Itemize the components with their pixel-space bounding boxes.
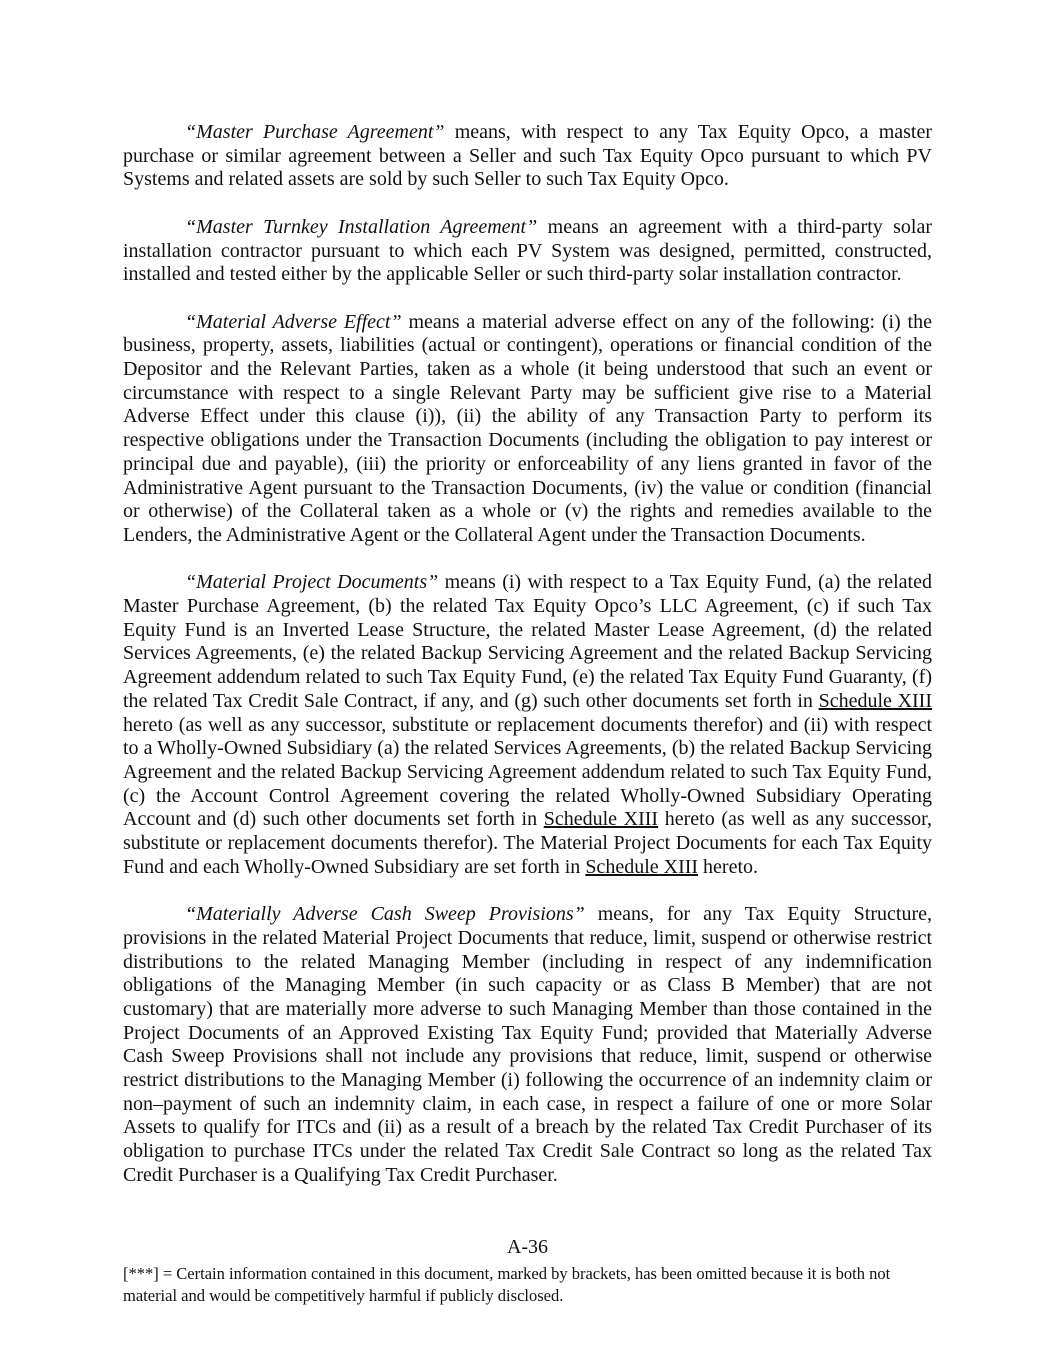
paragraph-text: means (i) with respect to a Tax Equity Fund, (a) the related Master Purchase Agreement, (b) the related Tax Equity Opco’s LLC Agreement, (c) if such Tax Equity Fund is an Inverted Lease Structure, the related Master Lease Agreement, (d) the related Services Agreements, (e) the related Backup Servicing Agreement and the related Backup Servicing Agreement addendum related to such Tax Equity Fund, (e) the related Tax Equity Fund Guaranty, (f) the related Tax Credit Sale Contract, if any, and (g) such other documents set forth in — [123, 571, 932, 712]
schedule-reference: Schedule XIII — [543, 808, 659, 831]
paragraph-text: means, for any Tax Equity Structure, provisions in the related Material Project Documents that reduce, limit, suspend or otherwise restrict distributions to the related Managing Member (including in respect of any indemnification obligations of the Managing Member (in such capacity or as Class B Member) that are not customary) that are materially more adverse to such Managing Member than those contained in the Project Documents of an Approved Existing Tax Equity Fund; provided that Materially Adverse Cash Sweep Provisions shall not include any provisions that reduce, limit, suspend or otherwise restrict distributions to the Managing Member (i) following the occurrence of an indemnity claim or non–payment of such an indemnity claim, in each case, in respect a failure of one or more Solar Assets to qualify for ITCs and (ii) as a result of a breach by the related Tax Credit Purchaser of its obligation to purchase ITCs under the related Tax Credit Sale Contract so long as the related Tax Credit Purchaser is a Qualifying Tax Credit Purchaser. — [123, 903, 932, 1186]
definition-paragraph — [123, 121, 932, 192]
schedule-reference: Schedule XIII — [818, 689, 933, 712]
paragraph-text: hereto (as well as any successor, substitute or replacement documents therefor). The Material Project Documents for each Tax Equity Fund and each Wholly-Owned Subsidiary are set forth in — [123, 808, 932, 878]
definition-paragraph — [123, 216, 932, 287]
document-body — [123, 121, 932, 1211]
defined-term: “Master Turnkey Installation Agreement” — [185, 215, 538, 238]
paragraph-text: means an agreement with a third-party solar installation contractor pursuant to which each PV System was designed, permitted, constructed, installed and tested either by the applicable Seller or such third-party solar installation contractor. — [123, 215, 933, 286]
defined-term: “Material Project Documents” — [185, 571, 439, 594]
definition-paragraph — [123, 571, 932, 879]
defined-term: “Material Adverse Effect” — [185, 310, 402, 333]
defined-term: “Master Purchase Agreement” — [185, 121, 445, 143]
schedule-reference: Schedule XIII — [585, 855, 699, 878]
paragraph-text: means, with respect to any Tax Equity Opco, a master purchase or similar agreement between a Seller and such Tax Equity Opco pursuant to which PV Systems and related assets are sold by such Seller to such Tax Equity Opco. — [123, 121, 932, 191]
definition-paragraph — [123, 311, 932, 548]
defined-term: “Materially Adverse Cash Sweep Provisions” — [185, 903, 585, 926]
paragraph-text: hereto. — [698, 855, 759, 878]
paragraph-text: means a material adverse effect on any of the following: (i) the business, property, assets, liabilities (actual or contingent), operations or financial condition of the Depositor and the Relevant Parties, taken as a whole (it being understood that such an event or circumstance with respect to a single Relevant Party may be sufficient give rise to a Material Adverse Effect under this clause (i)), (ii) the ability of any Transaction Party to perform its respective obligations under the Transaction Documents (including the obligation to pay interest or principal due and payable), (iii) the priority or enforceability of any liens granted in favor of the Administrative Agent pursuant to the Transaction Documents, (iv) the value or condition (financial or otherwise) of the Collateral taken as a whole or (v) the rights and remedies available to the Lenders, the Administrative Agent or the Collateral Agent under the Transaction Documents. — [123, 310, 932, 546]
footnote: [***] = Certain information contained in this document, marked by brackets, has been omitted because it is both not material and would be competitively harmful if publicly disclosed. — [123, 1264, 891, 1305]
page-number: A-36 — [506, 1236, 549, 1258]
definition-paragraph — [123, 903, 932, 1187]
paragraph-text: hereto (as well as any successor, substitute or replacement documents therefor) and (ii) with respect to a Wholly-Owned Subsidiary (a) the related Services Agreements, (b) the related Backup Servicing Agreement and the related Backup Servicing Agreement addendum related to such Tax Equity Fund, (c) the Account Control Agreement covering the related Wholly-Owned Subsidiary Operating Account and (d) such other documents set forth in — [123, 713, 932, 831]
